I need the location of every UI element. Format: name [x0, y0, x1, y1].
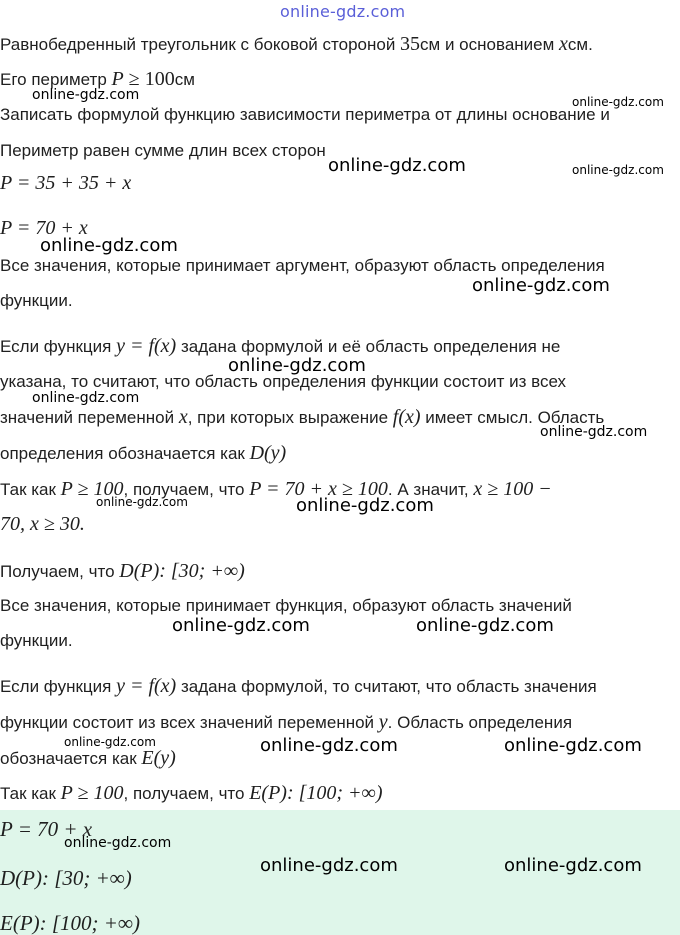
answer-equation: P = 70 + x — [0, 817, 93, 841]
text: . А значит, — [387, 480, 474, 499]
math: x — [178, 406, 188, 428]
text: , получаем, что — [123, 784, 250, 803]
math: x ≥ 100 − — [473, 478, 552, 500]
text: Если функция — [0, 677, 117, 696]
math-base-var: x — [559, 33, 568, 55]
text: значений переменной — [0, 408, 179, 427]
math: y = f(x) — [116, 675, 177, 697]
domain-rule-3 — [0, 406, 604, 429]
since-line-1 — [0, 478, 552, 501]
math: E(y) — [141, 747, 176, 769]
watermark: online-gdz.com — [504, 855, 642, 876]
since-line-2: 70, x ≥ 30. — [0, 513, 85, 535]
watermark: online-gdz.com — [504, 735, 642, 756]
range-def-1: Все значения, которые принимает функция, образуют область значений — [0, 596, 572, 615]
text: Его периметр — [0, 70, 112, 89]
math: P = 70 + x ≥ 100 — [249, 478, 388, 500]
domain-rule-4 — [0, 442, 286, 465]
watermark: online-gdz.com — [540, 424, 648, 440]
text: Равнобедренный треугольник с боковой стороной — [0, 35, 401, 54]
text: см — [174, 70, 195, 89]
watermark: online-gdz.com — [296, 495, 434, 516]
text: определения обозначается как — [0, 444, 250, 463]
domain-def-1: Все значения, которые принимает аргумент, образуют область определения — [0, 256, 605, 275]
domain-rule-2: указана, то считают, что область определения функции состоит из всех — [0, 372, 567, 391]
math: E(P): [100; +∞) — [249, 782, 383, 804]
range-def-2: функции. — [0, 631, 73, 650]
range-rule-2 — [0, 711, 572, 734]
watermark: online-gdz.com — [228, 355, 366, 376]
domain-def-2: функции. — [0, 291, 73, 310]
math-side: 35 — [400, 33, 421, 55]
watermark-top: online-gdz.com — [280, 2, 406, 21]
text: задана формулой, то считают, что область значения — [176, 677, 597, 696]
text: Так как — [0, 784, 61, 803]
watermark: online-gdz.com — [260, 735, 398, 756]
math: y — [378, 711, 388, 733]
math: y = f(x) — [116, 335, 177, 357]
text: обозначается как — [0, 749, 142, 768]
math-rel: ≥ 100 — [123, 68, 175, 90]
watermark: online-gdz.com — [40, 235, 178, 256]
math: P ≥ 100 — [60, 478, 124, 500]
math: D(y) — [249, 442, 287, 464]
math: D(P): [30; +∞) — [119, 560, 245, 582]
text: . Область определения — [387, 713, 573, 732]
watermark: online-gdz.com — [572, 95, 664, 109]
watermark: online-gdz.com — [172, 615, 310, 636]
watermark: online-gdz.com — [64, 735, 156, 749]
text: задана формулой и её область определения не — [176, 337, 561, 356]
watermark: online-gdz.com — [572, 163, 664, 177]
math-p: P — [111, 68, 124, 90]
text: , при которых выражение — [187, 408, 393, 427]
math: P ≥ 100 — [60, 782, 124, 804]
answer-range: E(P): [100; +∞) — [0, 911, 140, 935]
text: см. — [567, 35, 593, 54]
watermark: online-gdz.com — [32, 87, 140, 103]
equation-1: P = 35 + 35 + x — [0, 172, 132, 194]
math: f(x) — [392, 406, 421, 428]
perimeter-text: Периметр равен сумме длин всех сторон — [0, 141, 326, 160]
text: Если функция — [0, 337, 117, 356]
problem-line-1 — [0, 33, 593, 56]
text: Получаем, что — [0, 562, 120, 581]
problem-line-3: Записать формулой функцию зависимости периметра от длины основание и — [0, 105, 610, 124]
text: Так как — [0, 480, 61, 499]
since-line-3 — [0, 782, 382, 805]
watermark: online-gdz.com — [328, 155, 466, 176]
answer-domain: D(P): [30; +∞) — [0, 866, 132, 890]
watermark: online-gdz.com — [416, 615, 554, 636]
watermark: online-gdz.com — [472, 275, 610, 296]
text: , получаем, что — [123, 480, 250, 499]
text: имеет смысл. Область — [420, 408, 605, 427]
watermark: online-gdz.com — [64, 835, 172, 851]
watermark: online-gdz.com — [32, 390, 140, 406]
range-rule-3 — [0, 747, 176, 770]
text: см и основанием — [420, 35, 560, 54]
range-rule-1 — [0, 675, 597, 698]
watermark: online-gdz.com — [260, 855, 398, 876]
watermark: online-gdz.com — [96, 495, 188, 509]
equation-2: P = 70 + x — [0, 217, 88, 239]
text: функции состоит из всех значений переменной — [0, 713, 379, 732]
domain-result — [0, 560, 245, 583]
